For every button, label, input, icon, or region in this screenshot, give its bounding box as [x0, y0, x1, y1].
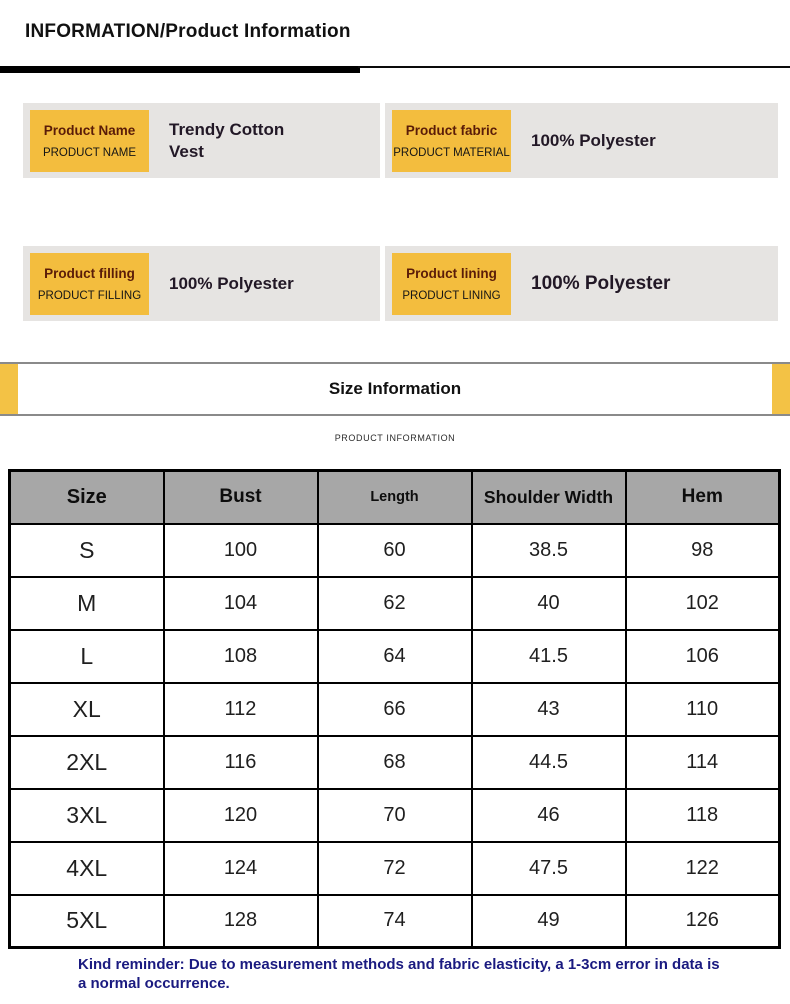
cell-shoulder-width: 49	[472, 895, 626, 948]
product-info-row-2	[23, 246, 790, 321]
label-subtitle: PRODUCT NAME	[42, 146, 137, 159]
cell-shoulder-width: 41.5	[472, 630, 626, 683]
table-row-m	[10, 577, 780, 630]
product-lining-value: 100% Polyester	[531, 272, 671, 294]
label-subtitle: PRODUCT FILLING	[37, 289, 142, 302]
table-row-3xl	[10, 789, 780, 842]
label-subtitle: PRODUCT MATERIAL	[393, 146, 510, 159]
cell-bust: 104	[164, 577, 318, 630]
cell-shoulder-width: 44.5	[472, 736, 626, 789]
table-row-2xl	[10, 736, 780, 789]
col-header-size: Size	[10, 471, 164, 524]
product-filling-box	[23, 246, 380, 321]
cell-bust: 128	[164, 895, 318, 948]
cell-bust: 120	[164, 789, 318, 842]
product-lining-label-chip	[392, 253, 511, 315]
cell-size: L	[10, 630, 164, 683]
page-title: INFORMATION/Product Information	[25, 21, 351, 42]
cell-hem: 106	[626, 630, 780, 683]
cell-length: 66	[318, 683, 472, 736]
product-lining-box	[385, 246, 778, 321]
cell-shoulder-width: 38.5	[472, 524, 626, 577]
kind-reminder-text: Kind reminder: Due to measurement methods and fabric elasticity, a 1-3cm error in data is a normal occurrence.	[78, 956, 720, 993]
label-title: Product filling	[44, 265, 135, 281]
cell-size: XL	[10, 683, 164, 736]
col-header-length: Length	[318, 471, 472, 524]
product-fabric-label-chip	[392, 110, 511, 172]
product-info-row-1	[23, 103, 790, 178]
cell-size: 4XL	[10, 842, 164, 895]
size-table	[8, 469, 781, 949]
cell-hem: 118	[626, 789, 780, 842]
col-header-bust: Bust	[164, 471, 318, 524]
product-information-subtitle: PRODUCT INFORMATION	[334, 433, 456, 443]
product-filling-value: 100% Polyester	[169, 273, 294, 293]
table-row-l	[10, 630, 780, 683]
col-header-shoulder-width: Shoulder Width	[472, 471, 626, 524]
cell-shoulder-width: 40	[472, 577, 626, 630]
table-row-4xl	[10, 842, 780, 895]
label-title: Product Name	[43, 122, 136, 138]
cell-hem: 98	[626, 524, 780, 577]
cell-length: 70	[318, 789, 472, 842]
cell-hem: 110	[626, 683, 780, 736]
size-banner-title: Size Information	[328, 379, 462, 398]
cell-size: 3XL	[10, 789, 164, 842]
cell-shoulder-width: 43	[472, 683, 626, 736]
cell-hem: 122	[626, 842, 780, 895]
cell-bust: 112	[164, 683, 318, 736]
cell-hem: 114	[626, 736, 780, 789]
cell-bust: 116	[164, 736, 318, 789]
cell-length: 60	[318, 524, 472, 577]
size-information-banner	[0, 362, 790, 416]
cell-length: 62	[318, 577, 472, 630]
cell-hem: 126	[626, 895, 780, 948]
cell-length: 74	[318, 895, 472, 948]
product-filling-label-chip	[30, 253, 149, 315]
product-name-value: Trendy Cotton Vest	[169, 120, 285, 161]
product-name-label-chip	[30, 110, 149, 172]
cell-bust: 124	[164, 842, 318, 895]
cell-hem: 102	[626, 577, 780, 630]
product-fabric-box	[385, 103, 778, 178]
product-fabric-value: 100% Polyester	[531, 130, 656, 150]
table-row-5xl	[10, 895, 780, 948]
cell-shoulder-width: 47.5	[472, 842, 626, 895]
cell-size: 5XL	[10, 895, 164, 948]
cell-bust: 100	[164, 524, 318, 577]
cell-length: 72	[318, 842, 472, 895]
title-underline-rule	[0, 66, 790, 73]
table-row-xl	[10, 683, 780, 736]
cell-length: 68	[318, 736, 472, 789]
table-row-s	[10, 524, 780, 577]
cell-size: S	[10, 524, 164, 577]
cell-bust: 108	[164, 630, 318, 683]
col-header-hem: Hem	[626, 471, 780, 524]
label-subtitle: PRODUCT LINING	[402, 289, 501, 302]
size-table-header-row	[10, 471, 780, 524]
cell-size: M	[10, 577, 164, 630]
label-title: Product lining	[406, 265, 497, 281]
product-name-box	[23, 103, 380, 178]
cell-length: 64	[318, 630, 472, 683]
cell-size: 2XL	[10, 736, 164, 789]
cell-shoulder-width: 46	[472, 789, 626, 842]
label-title: Product fabric	[405, 122, 498, 138]
